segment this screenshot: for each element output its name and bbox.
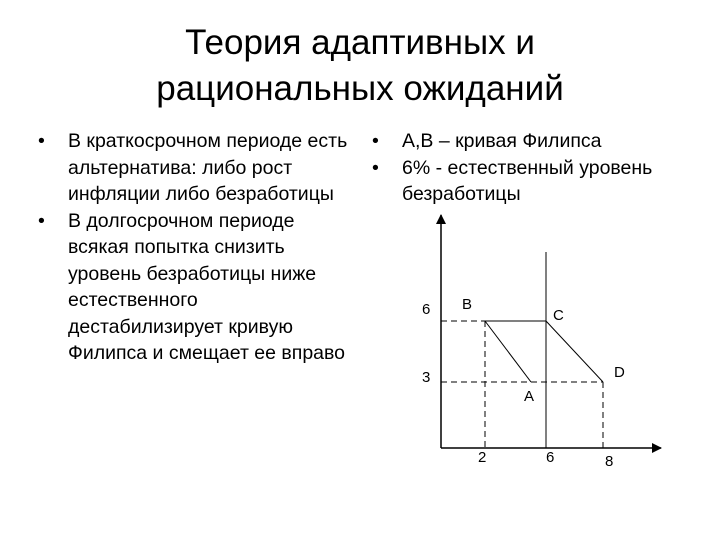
right-bullet-2: • 6% - естественный уровень безработицы [362,155,702,208]
curve-c-d [546,321,603,382]
left-bullet-1: • В краткосрочном периоде есть альтернатива: либо рост инфляции либо безработицы [28,128,358,208]
point-label-c: C [553,307,564,324]
point-label-d: D [614,364,625,381]
title-line-2: рациональных ожиданий [156,69,564,108]
y-tick-3: 3 [422,369,431,386]
y-tick-6: 6 [422,301,431,318]
point-label-a: A [524,388,535,405]
right-bullet-1: • А,В – кривая Филипса [362,128,702,155]
x-tick-2: 2 [478,449,487,466]
point-label-b: B [462,296,473,313]
x-tick-8: 8 [605,453,614,470]
left-bullet-2: • В долгосрочном периоде всякая попытка снизить уровень безработицы ниже естественного дестабилизирует кривую Филипса и смещает ее вправо [28,208,358,367]
x-tick-6: 6 [546,449,555,466]
title-line-1: Теория адаптивных и [185,23,535,62]
curve-b-a [485,321,531,382]
